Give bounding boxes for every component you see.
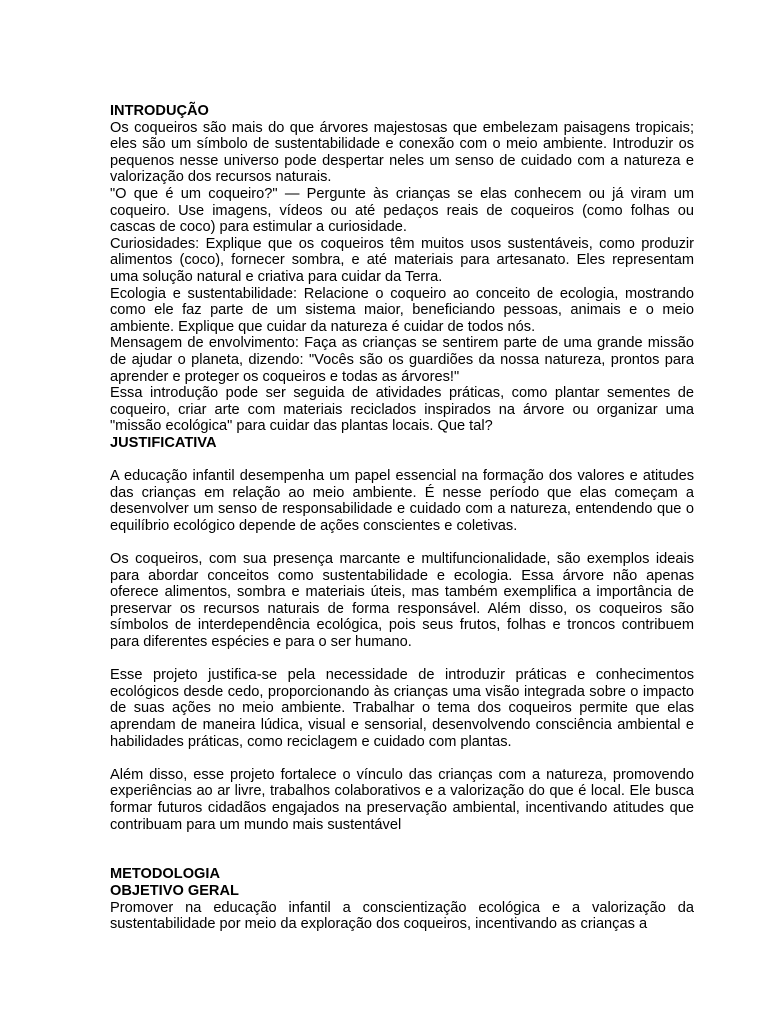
spacer (110, 451, 694, 468)
metodologia-paragraph-1: Promover na educação infantil a conscientização ecológica e a valorização da sustentabilidade por meio da exploração dos coqueiros, incentivando as crianças a (110, 899, 694, 933)
introducao-paragraph-6: Essa introdução pode ser seguida de atividades práticas, como plantar sementes de coqueiro, criar arte com materiais reciclados inspirados na árvore ou organizar uma "missão ecológica" para cuidar das plantas locais. Que tal? (110, 385, 694, 435)
introducao-paragraph-4: Ecologia e sustentabilidade: Relacione o coqueiro ao conceito de ecologia, mostrando como ele faz parte de um sistema maior, beneficiando pessoas, animais e o meio ambiente. Explique que cuidar da natureza é cuidar de todos nós. (110, 285, 694, 335)
section-heading-introducao: INTRODUÇÃO (110, 103, 209, 119)
spacer (110, 651, 694, 668)
introducao-paragraph-2: "O que é um coqueiro?" — Pergunte às crianças se elas conhecem ou já viram um coqueiro. Use imagens, vídeos ou até pedaços reais de coqueiros (como folhas ou cascas de coco) para estimular a curiosidade. (110, 185, 694, 236)
spacer (110, 534, 694, 551)
subheading-objetivo-geral: OBJETIVO GERAL (110, 882, 239, 899)
spacer (110, 833, 694, 866)
spacer (110, 750, 694, 767)
section-heading-metodologia: METODOLOGIA (110, 866, 220, 883)
document-page (110, 103, 694, 933)
justificativa-paragraph-4: Além disso, esse projeto fortalece o vínculo das crianças com a natureza, promovendo experiências ao ar livre, trabalhos colaborativos e a valorização do que é local. Ele busca formar futuros cidadãos engajados na preservação ambiental, incentivando atitudes que contribuam para um mundo mais sustentável (110, 766, 694, 833)
justificativa-paragraph-1: A educação infantil desempenha um papel essencial na formação dos valores e atitudes das crianças em relação ao meio ambiente. É nesse período que elas começam a desenvolver um senso de responsabilidade e cuidado com a natureza, entendendo que o equilíbrio ecológico depende de ações conscientes e coletivas. (110, 468, 694, 534)
section-heading-justificativa: JUSTIFICATIVA (110, 434, 217, 451)
introducao-paragraph-1: Os coqueiros são mais do que árvores majestosas que embelezam paisagens tropicais; eles são um símbolo de sustentabilidade e conexão com o meio ambiente. Introduzir os pequenos nesse universo pode despertar neles um senso de cuidado com a natureza e valorização dos recursos naturais. (110, 119, 694, 186)
introducao-paragraph-3: Curiosidades: Explique que os coqueiros têm muitos usos sustentáveis, como produzir alimentos (coco), fornecer sombra, e até materiais para artesanato. Eles representam uma solução natural e criativa para cuidar da Terra. (110, 235, 694, 285)
justificativa-paragraph-3: Esse projeto justifica-se pela necessidade de introduzir práticas e conhecimentos ecológicos desde cedo, proporcionando às crianças uma visão integrada sobre o impacto de suas ações no meio ambiente. Trabalhar o tema dos coqueiros permite que elas aprendam de maneira lúdica, visual e sensorial, desenvolvendo consciência ambiental e habilidades práticas, como reciclagem e cuidado com plantas. (110, 667, 694, 750)
introducao-paragraph-5: Mensagem de envolvimento: Faça as crianças se sentirem parte de uma grande missão de ajudar o planeta, dizendo: "Vocês são os guardiões da nossa natureza, prontos para aprender e proteger os coqueiros e todas as árvores!" (110, 335, 694, 385)
justificativa-paragraph-2: Os coqueiros, com sua presença marcante e multifuncionalidade, são exemplos ideais para abordar conceitos como sustentabilidade e ecologia. Essa árvore não apenas oferece alimentos, sombra e materiais úteis, mas também exemplifica a importância de preservar os recursos naturais de forma responsável. Além disso, os coqueiros são símbolos de interdependência ecológica, pois seus frutos, folhas e troncos contribuem para diferentes espécies e para o ser humano. (110, 551, 694, 650)
